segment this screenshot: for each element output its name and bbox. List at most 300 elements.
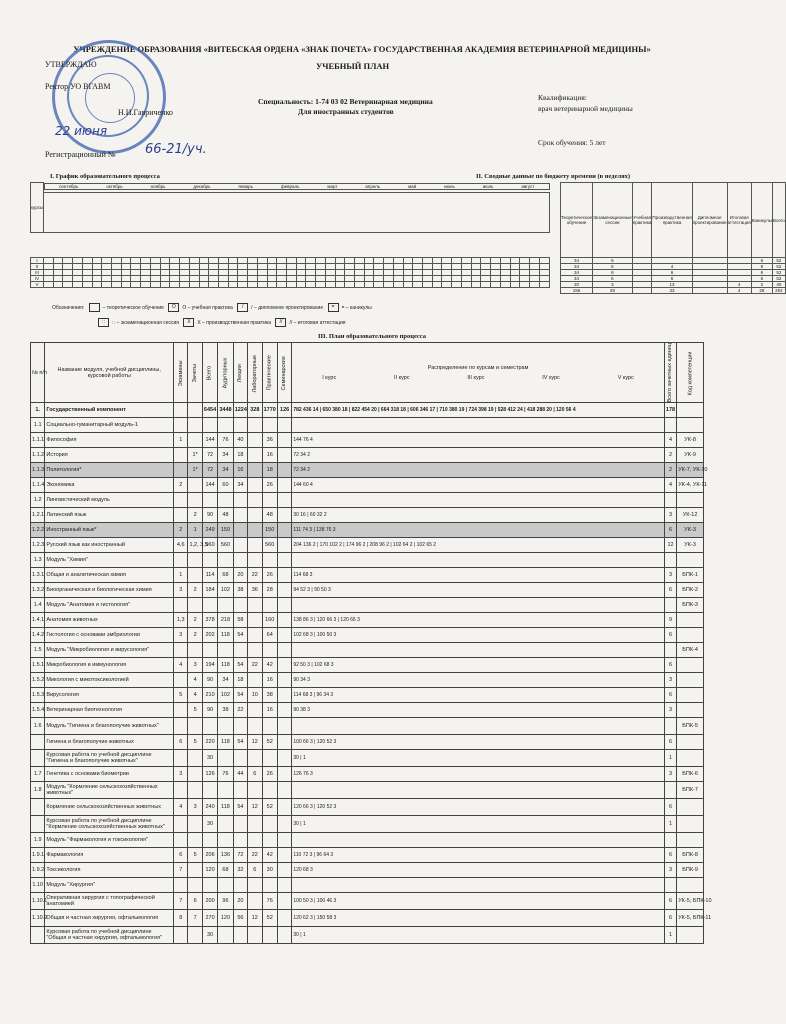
- plan-cell-z: 6: [664, 583, 676, 598]
- plan-cell-a: [218, 833, 233, 848]
- plan-cell-name: Экономика: [45, 478, 174, 493]
- col-credits: Зачеты: [188, 343, 202, 403]
- plan-cell-c: [677, 613, 704, 628]
- plan-cell-lb: [248, 478, 262, 493]
- plan-cell-t: 114: [202, 568, 217, 583]
- plan-cell-n: [31, 735, 45, 750]
- week-cell: [102, 282, 112, 288]
- plan-cell-name: Философия: [45, 433, 174, 448]
- plan-cell-cr: [188, 927, 202, 944]
- plan-cell-lb: [248, 927, 262, 944]
- plan-cell-ex: [174, 782, 188, 799]
- plan-cell-n: [31, 799, 45, 816]
- plan-cell-cr: 5: [188, 735, 202, 750]
- plan-cell-ex: 7: [174, 863, 188, 878]
- plan-cell-l: [233, 643, 247, 658]
- summary-cell: 2: [751, 282, 772, 288]
- plan-cell-cr: [188, 403, 202, 418]
- plan-cell-ex: 3: [174, 767, 188, 782]
- registration-label: Регистрационный №: [45, 150, 116, 159]
- plan-cell-c: БПК-6: [677, 767, 704, 782]
- plan-cell-p: 28: [262, 583, 277, 598]
- plan-cell-lb: [248, 508, 262, 523]
- plan-cell-t: 90: [202, 703, 217, 718]
- plan-cell-ex: [174, 816, 188, 833]
- plan-cell-t: 6454: [202, 403, 217, 418]
- legend-theory-icon: [89, 303, 100, 312]
- plan-cell-ex: 8: [174, 910, 188, 927]
- plan-cell-n: 1.5.3: [31, 688, 45, 703]
- plan-cell-z: 6: [664, 893, 676, 910]
- plan-cell-z: 6: [664, 658, 676, 673]
- plan-cell-cr: [188, 750, 202, 767]
- plan-cell-s: [277, 508, 291, 523]
- plan-cell-z: 3: [664, 767, 676, 782]
- plan-cell-cr: [188, 782, 202, 799]
- summary-cell: 28: [751, 288, 772, 294]
- plan-cell-z: [664, 878, 676, 893]
- plan-cell-a: 76: [218, 767, 233, 782]
- col-name: Название модуля, учебной дисциплины, курсовой работы: [45, 343, 174, 403]
- col-num: № п/п: [31, 343, 45, 403]
- plan-cell-l: 18: [233, 673, 247, 688]
- plan-cell-n: 1.1.4: [31, 478, 45, 493]
- col-exams: Экзамены: [174, 343, 188, 403]
- plan-cell-n: 1.4.2: [31, 628, 45, 643]
- plan-cell-z: [664, 598, 676, 613]
- plan-cell-p: 1770: [262, 403, 277, 418]
- plan-cell-name: Биоорганическая и биологическая химия: [45, 583, 174, 598]
- plan-cell-c: БПК-5: [677, 718, 704, 735]
- plan-cell-cr: 4: [188, 688, 202, 703]
- week-cell: [423, 282, 433, 288]
- plan-cell-lb: 22: [248, 568, 262, 583]
- plan-cell-s: [277, 643, 291, 658]
- plan-cell-a: 68: [218, 863, 233, 878]
- plan-cell-p: 30: [262, 863, 277, 878]
- plan-cell-n: 1.2: [31, 493, 45, 508]
- summary-cell: [692, 288, 727, 294]
- legend-item: / – дипломное проектирование: [251, 304, 324, 311]
- plan-cell-name: Латинский язык: [45, 508, 174, 523]
- summary-cell: 29: [593, 288, 633, 294]
- week-cell: [73, 282, 83, 288]
- week-cell: [471, 282, 481, 288]
- plan-cell-c: [677, 750, 704, 767]
- week-cell: [325, 282, 335, 288]
- plan-cell-z: 6: [664, 910, 676, 927]
- plan-cell-a: [218, 816, 233, 833]
- plan-cell-lb: 22: [248, 658, 262, 673]
- week-cell: [316, 282, 326, 288]
- plan-cell-c: УК-4, УК-11: [677, 478, 704, 493]
- plan-cell-p: 18: [262, 463, 277, 478]
- plan-cell-n: 1.3.1: [31, 568, 45, 583]
- plan-cell-lb: [248, 613, 262, 628]
- plan-cell-l: [233, 816, 247, 833]
- plan-cell-c: УК-9: [677, 448, 704, 463]
- week-cell: [491, 282, 501, 288]
- plan-cell-lb: [248, 816, 262, 833]
- plan-cell-p: [262, 816, 277, 833]
- plan-cell-d: 72 34 2: [292, 463, 665, 478]
- plan-cell-name: Курсовая работа по учебной дисциплине "Кормление сельскохозяйственных животных": [45, 816, 174, 833]
- plan-row: [31, 433, 704, 448]
- plan-row: [31, 833, 704, 848]
- plan-cell-n: 1.5.2: [31, 673, 45, 688]
- rector-name: Н.И.Гавриченко: [118, 108, 173, 117]
- plan-cell-cr: [188, 478, 202, 493]
- plan-cell-z: 6: [664, 688, 676, 703]
- legend-item: // – итоговая аттестация: [289, 319, 346, 326]
- plan-cell-c: УК-12: [677, 508, 704, 523]
- plan-cell-z: 3: [664, 568, 676, 583]
- section-schedule-title: I. График образовательного процесса: [50, 173, 160, 180]
- plan-cell-lb: [248, 718, 262, 735]
- plan-cell-l: [233, 927, 247, 944]
- plan-cell-l: [233, 508, 247, 523]
- plan-cell-ex: 4,6: [174, 538, 188, 553]
- plan-cell-d: 94 52 3 | 90 50 3: [292, 583, 665, 598]
- plan-cell-s: [277, 553, 291, 568]
- plan-cell-p: 76: [262, 893, 277, 910]
- plan-cell-c: [677, 403, 704, 418]
- plan-cell-a: [218, 643, 233, 658]
- week-cell: [296, 282, 306, 288]
- plan-cell-d: 114 68 3: [292, 568, 665, 583]
- plan-cell-cr: [188, 878, 202, 893]
- plan-cell-t: 210: [202, 688, 217, 703]
- plan-cell-cr: 2: [188, 583, 202, 598]
- week-cell: [248, 282, 258, 288]
- plan-cell-t: 220: [202, 735, 217, 750]
- approval-date: 22 июня: [55, 124, 108, 138]
- summary-cell: [632, 288, 652, 294]
- plan-cell-name: Общая и аналитическая химия: [45, 568, 174, 583]
- plan-cell-lb: 328: [248, 403, 262, 418]
- plan-cell-l: 20: [233, 893, 247, 910]
- plan-cell-d: [292, 598, 665, 613]
- plan-cell-a: 34: [218, 673, 233, 688]
- course-grid: [30, 257, 550, 288]
- plan-cell-n: 1.10.2: [31, 910, 45, 927]
- plan-row: [31, 688, 704, 703]
- week-cell: [403, 282, 413, 288]
- plan-cell-cr: 2: [188, 628, 202, 643]
- plan-row: [31, 658, 704, 673]
- plan-cell-name: Анатомия животных: [45, 613, 174, 628]
- legend-label: Обозначения:: [52, 304, 85, 311]
- plan-cell-a: [218, 493, 233, 508]
- plan-cell-n: 1.3: [31, 553, 45, 568]
- plan-cell-cr: 5: [188, 848, 202, 863]
- plan-cell-lb: [248, 750, 262, 767]
- plan-cell-ex: [174, 833, 188, 848]
- plan-cell-name: Кормление сельскохозяйственных животных: [45, 799, 174, 816]
- plan-cell-z: 1: [664, 816, 676, 833]
- plan-row: [31, 816, 704, 833]
- plan-cell-a: 136: [218, 848, 233, 863]
- audience: Для иностранных студентов: [298, 107, 394, 116]
- plan-cell-c: БПК-2: [677, 583, 704, 598]
- plan-cell-ex: 2: [174, 523, 188, 538]
- col-sem: Семинарские: [277, 343, 291, 403]
- plan-cell-t: 200: [202, 893, 217, 910]
- week-cell: [63, 282, 73, 288]
- plan-cell-name: Иностранный язык*: [45, 523, 174, 538]
- plan-cell-c: [677, 493, 704, 508]
- summary-cell: 6: [593, 264, 633, 270]
- plan-cell-p: 36: [262, 433, 277, 448]
- time-budget-table: Теоретическое обучение Экзаменационные сессии Учебная практика Производственная практика Дипломное проектирование Итоговая аттестация Каникулы Всего 34 6 6 52 34 6 4 8 52 34 6 6 6 52 34 6 6 6 52 20 3 13 4 2 40 156 29 33 4 28 254: [560, 182, 786, 294]
- plan-cell-z: 1: [664, 750, 676, 767]
- plan-row: [31, 893, 704, 910]
- plan-cell-name: Токсикология: [45, 863, 174, 878]
- section-plan-title: III. План образовательного процесса: [318, 333, 427, 340]
- plan-cell-lb: 12: [248, 735, 262, 750]
- plan-cell-z: 3: [664, 703, 676, 718]
- plan-cell-s: [277, 418, 291, 433]
- plan-row: [31, 598, 704, 613]
- plan-cell-t: 90: [202, 508, 217, 523]
- plan-cell-name: Оперативная хирургия с топографической анатомией: [45, 893, 174, 910]
- plan-cell-a: 96: [218, 893, 233, 910]
- plan-cell-l: 54: [233, 658, 247, 673]
- plan-cell-name: История: [45, 448, 174, 463]
- plan-cell-d: [292, 782, 665, 799]
- week-cell: [189, 282, 199, 288]
- plan-cell-t: 202: [202, 628, 217, 643]
- plan-row: [31, 673, 704, 688]
- plan-cell-s: [277, 673, 291, 688]
- plan-cell-t: 144: [202, 478, 217, 493]
- plan-cell-a: 3448: [218, 403, 233, 418]
- summary-cell: 52: [772, 276, 785, 282]
- plan-cell-a: [218, 418, 233, 433]
- month-label: июнь: [444, 183, 455, 189]
- plan-row: [31, 799, 704, 816]
- week-cell: [199, 282, 209, 288]
- course-heading: IV курс: [542, 374, 560, 381]
- plan-cell-ex: [174, 493, 188, 508]
- plan-cell-l: 54: [233, 799, 247, 816]
- plan-cell-p: 38: [262, 688, 277, 703]
- plan-cell-cr: 4: [188, 673, 202, 688]
- plan-row: [31, 628, 704, 643]
- plan-cell-d: 72 34 2: [292, 448, 665, 463]
- plan-row: [31, 735, 704, 750]
- plan-cell-ex: 1: [174, 433, 188, 448]
- week-cell: [228, 282, 238, 288]
- plan-cell-c: [677, 688, 704, 703]
- plan-cell-c: БПК-9: [677, 863, 704, 878]
- plan-row: [31, 750, 704, 767]
- summary-cell: 34: [561, 264, 593, 270]
- plan-cell-cr: 5: [188, 703, 202, 718]
- summary-cell: 33: [652, 288, 692, 294]
- plan-cell-l: [233, 538, 247, 553]
- plan-cell-cr: 1*: [188, 448, 202, 463]
- month-label: апрель: [365, 183, 381, 189]
- legend-item: ∷ – экзаменационная сессия: [112, 319, 179, 326]
- plan-cell-name: Модуль "Кормление сельскохозяйственных животных": [45, 782, 174, 799]
- plan-cell-t: [202, 782, 217, 799]
- plan-cell-cr: [188, 816, 202, 833]
- plan-row: [31, 878, 704, 893]
- summary-cell: 20: [561, 282, 593, 288]
- plan-cell-s: [277, 478, 291, 493]
- plan-row: [31, 643, 704, 658]
- plan-cell-ex: 1: [174, 568, 188, 583]
- plan-cell-z: [664, 418, 676, 433]
- plan-cell-ex: [174, 673, 188, 688]
- plan-cell-a: 118: [218, 735, 233, 750]
- plan-cell-l: [233, 750, 247, 767]
- col-prac: Практические: [262, 343, 277, 403]
- plan-cell-p: 52: [262, 735, 277, 750]
- plan-cell-p: [262, 750, 277, 767]
- plan-cell-d: [292, 878, 665, 893]
- plan-cell-p: [262, 418, 277, 433]
- col-aud: Аудиторных: [218, 343, 233, 403]
- plan-cell-d: [292, 493, 665, 508]
- plan-cell-s: [277, 493, 291, 508]
- plan-cell-name: Курсовая работа по учебной дисциплине "Общая и частная хирургия, офтальмология": [45, 927, 174, 944]
- plan-cell-ex: [174, 643, 188, 658]
- plan-cell-p: 26: [262, 568, 277, 583]
- plan-cell-l: [233, 493, 247, 508]
- plan-cell-d: 30 16 | 60 32 2: [292, 508, 665, 523]
- week-cell: [121, 282, 131, 288]
- plan-cell-l: 72: [233, 848, 247, 863]
- plan-cell-d: [292, 718, 665, 735]
- plan-cell-lb: [248, 538, 262, 553]
- summary-cell: 40: [772, 282, 785, 288]
- plan-cell-cr: [188, 598, 202, 613]
- plan-cell-cr: [188, 643, 202, 658]
- plan-cell-p: [262, 833, 277, 848]
- plan-cell-t: 378: [202, 613, 217, 628]
- plan-cell-name: Курсовая работа по учебной дисциплине "Гигиена и благополучие животных": [45, 750, 174, 767]
- plan-cell-p: 48: [262, 508, 277, 523]
- plan-cell-p: 26: [262, 767, 277, 782]
- plan-row: [31, 927, 704, 944]
- month-label: август: [521, 183, 535, 189]
- plan-cell-l: 1224: [233, 403, 247, 418]
- plan-cell-t: [202, 418, 217, 433]
- plan-row: [31, 508, 704, 523]
- plan-cell-z: 4: [664, 433, 676, 448]
- plan-cell-lb: 12: [248, 799, 262, 816]
- plan-cell-lb: [248, 628, 262, 643]
- plan-cell-name: Гигиена и благополучие животных: [45, 735, 174, 750]
- plan-cell-a: 48: [218, 508, 233, 523]
- plan-cell-ex: 3: [174, 628, 188, 643]
- plan-cell-s: [277, 735, 291, 750]
- plan-cell-p: 42: [262, 848, 277, 863]
- plan-cell-name: Ветеринарная биотехнология: [45, 703, 174, 718]
- plan-cell-d: 90 34 3: [292, 673, 665, 688]
- plan-cell-l: [233, 878, 247, 893]
- plan-cell-s: [277, 598, 291, 613]
- week-cell: [481, 282, 491, 288]
- summary-cell: 6: [751, 258, 772, 264]
- week-cell: [286, 282, 296, 288]
- plan-cell-d: 92 50 3 | 102 68 3: [292, 658, 665, 673]
- summary-cell: 4: [727, 282, 751, 288]
- plan-cell-t: 90: [202, 673, 217, 688]
- plan-cell-a: [218, 718, 233, 735]
- plan-cell-t: [202, 833, 217, 848]
- week-cell: [461, 282, 471, 288]
- plan-cell-s: [277, 703, 291, 718]
- plan-cell-d: 90 38 3: [292, 703, 665, 718]
- plan-cell-c: [677, 735, 704, 750]
- plan-cell-a: [218, 553, 233, 568]
- plan-cell-l: 34: [233, 478, 247, 493]
- week-cell: [306, 282, 316, 288]
- week-cell: [335, 282, 345, 288]
- course-heading: III курс: [467, 374, 485, 381]
- plan-cell-p: 16: [262, 448, 277, 463]
- course-labels: [293, 375, 663, 381]
- course-row: [31, 282, 550, 288]
- legend-item: = – каникулы: [341, 304, 372, 311]
- plan-cell-name: Общая и частная хирургия, офтальмология: [45, 910, 174, 927]
- plan-cell-d: [292, 553, 665, 568]
- plan-cell-ex: [174, 598, 188, 613]
- week-cell: [452, 282, 462, 288]
- plan-cell-cr: 7: [188, 910, 202, 927]
- summary-cell: 8: [751, 264, 772, 270]
- plan-cell-t: 240: [202, 799, 217, 816]
- plan-cell-n: 1.2.1: [31, 508, 45, 523]
- plan-cell-t: 126: [202, 767, 217, 782]
- plan-cell-ex: [174, 448, 188, 463]
- week-cell: [257, 282, 267, 288]
- plan-cell-t: 144: [202, 433, 217, 448]
- plan-cell-p: 560: [262, 538, 277, 553]
- plan-row: [31, 613, 704, 628]
- plan-cell-n: 1.: [31, 403, 45, 418]
- months-header: [44, 183, 549, 190]
- plan-cell-s: [277, 767, 291, 782]
- plan-cell-l: 22: [233, 703, 247, 718]
- plan-cell-t: 206: [202, 848, 217, 863]
- registration-number: 66-21/уч.: [145, 142, 207, 157]
- summary-cell: 6: [593, 270, 633, 276]
- plan-cell-lb: 22: [248, 848, 262, 863]
- month-label: октябрь: [106, 183, 123, 189]
- plan-row: [31, 848, 704, 863]
- plan-cell-ex: 6: [174, 848, 188, 863]
- plan-cell-d: 102 68 3 | 100 50 3: [292, 628, 665, 643]
- plan-cell-l: [233, 833, 247, 848]
- plan-cell-c: [677, 658, 704, 673]
- plan-cell-c: [677, 799, 704, 816]
- plan-cell-cr: [188, 493, 202, 508]
- plan-cell-cr: 1,2, 3,5: [188, 538, 202, 553]
- plan-cell-lb: 36: [248, 583, 262, 598]
- week-cell: [218, 282, 228, 288]
- plan-cell-lb: [248, 418, 262, 433]
- plan-cell-l: 40: [233, 433, 247, 448]
- plan-cell-cr: 3: [188, 658, 202, 673]
- plan-cell-z: 178: [664, 403, 676, 418]
- plan-cell-z: 6: [664, 848, 676, 863]
- plan-cell-lb: [248, 493, 262, 508]
- plan-cell-n: 1.9: [31, 833, 45, 848]
